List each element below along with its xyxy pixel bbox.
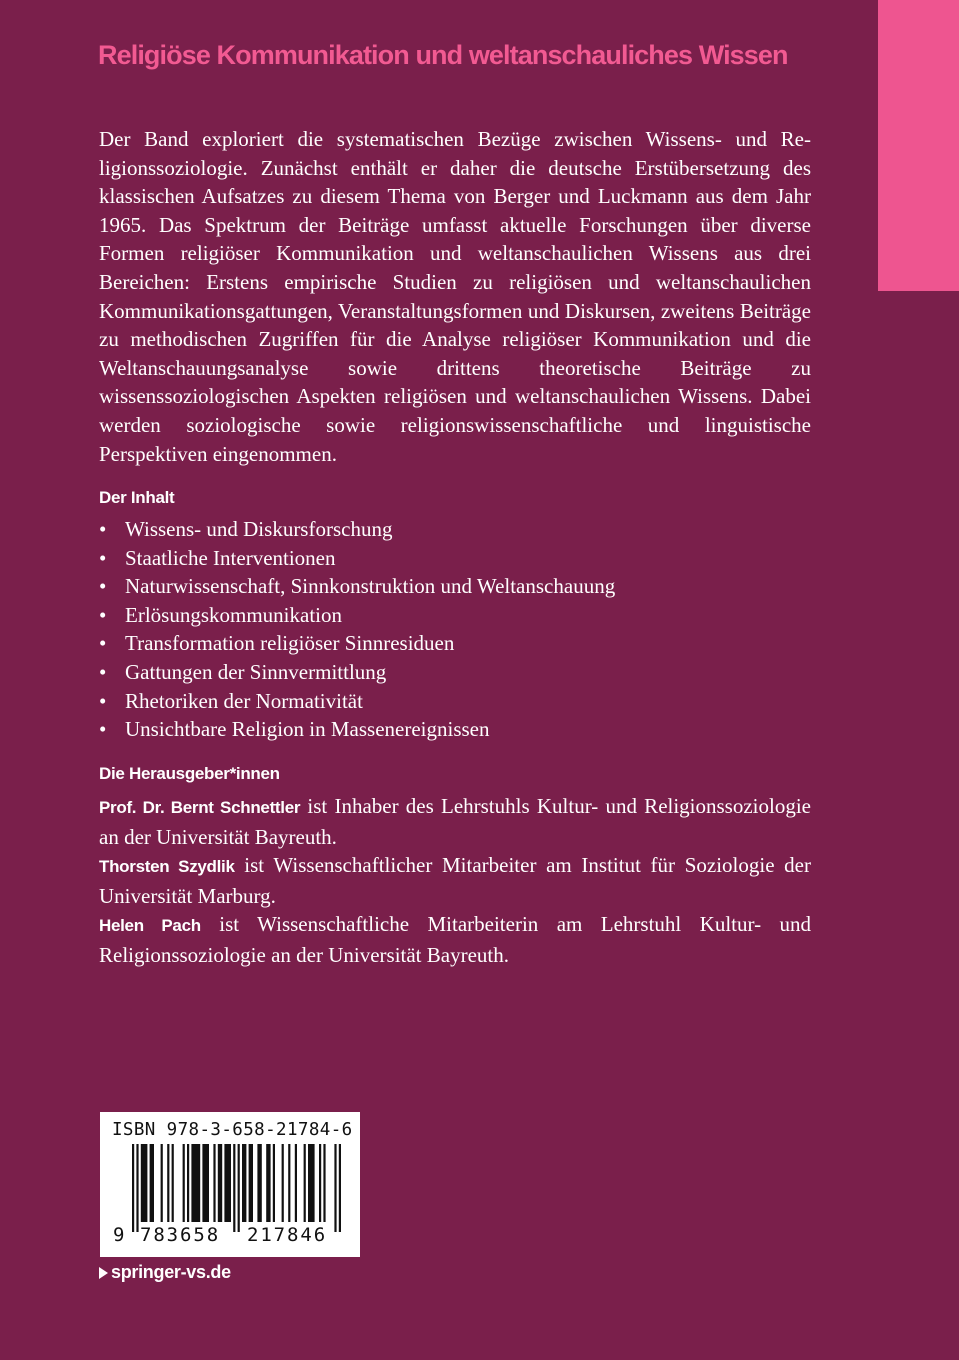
list-item	[99, 715, 811, 744]
pink-accent-tab	[878, 0, 959, 291]
bullet-icon: •	[99, 631, 107, 656]
list-item	[99, 572, 811, 601]
bullet-icon: •	[99, 574, 107, 599]
contents-list	[99, 515, 811, 744]
barcode-bar	[288, 1144, 290, 1222]
barcode-bar	[191, 1144, 200, 1222]
editors-heading: Die Herausgeber*innen	[99, 764, 280, 783]
barcode-bar	[187, 1144, 189, 1222]
barcode-bar	[136, 1144, 138, 1232]
barcode-bar	[233, 1144, 235, 1232]
barcode-digits-right: 217846	[247, 1224, 328, 1246]
editor-entry	[99, 792, 811, 851]
publisher-url: springer-vs.de	[111, 1262, 231, 1282]
list-item	[99, 687, 811, 716]
list-item	[99, 601, 811, 630]
barcode-bar	[266, 1144, 270, 1222]
bullet-icon: •	[99, 717, 107, 742]
editor-bio: ist Wissenschaftliche Mitarbeiterin am Lehrstuhl Kultur- und Religionssoziologie an der Universität Bayreuth.	[99, 912, 811, 967]
barcode-box	[100, 1112, 360, 1257]
editor-entry	[99, 910, 811, 969]
barcode-bar	[213, 1144, 215, 1222]
barcode-bar	[323, 1144, 325, 1222]
barcode-bar	[257, 1144, 261, 1222]
bullet-icon: •	[99, 688, 107, 713]
list-item-label: Unsichtbare Religion in Massenereignissen	[125, 717, 490, 742]
barcode-bar	[308, 1144, 315, 1222]
book-title: Religiöse Kommunikation und weltanschauliches Wissen	[98, 40, 788, 70]
list-item-label: Gattungen der Sinnvermittlung	[125, 659, 387, 684]
list-item-label: Erlösungskommunikation	[125, 602, 342, 627]
list-item-label: Rhetoriken der Normativität	[125, 688, 363, 713]
isbn-label: ISBN 978-3-658-21784-6	[112, 1120, 353, 1140]
list-item	[99, 658, 811, 687]
list-item-label: Naturwissenschaft, Sinnkonstruktion und Weltanschauung	[125, 574, 616, 599]
barcode-bar	[150, 1144, 154, 1222]
barcode-bar	[339, 1144, 341, 1232]
list-item	[99, 515, 811, 544]
barcode-bar	[161, 1144, 163, 1222]
barcode-bar	[202, 1144, 209, 1222]
editor-bio: ist Wissenschaftlicher Mitarbeiter am Institut für Soziologie der Universität Marburg.	[99, 853, 811, 908]
barcode-bar	[141, 1144, 148, 1222]
bullet-icon: •	[99, 545, 107, 570]
bullet-icon: •	[99, 659, 107, 684]
list-item-label: Wissens- und Diskursforschung	[125, 517, 393, 541]
barcode-bar	[172, 1144, 174, 1222]
list-item	[99, 544, 811, 573]
barcode-bar	[167, 1144, 169, 1222]
barcode-bar	[132, 1144, 134, 1232]
list-item	[99, 629, 811, 658]
barcode-bar	[183, 1144, 185, 1222]
editors-section	[99, 792, 811, 970]
contents-heading: Der Inhalt	[99, 488, 175, 507]
bullet-icon: •	[99, 517, 107, 541]
barcode-digits-left: 783658	[140, 1224, 221, 1246]
barcode-bar	[273, 1144, 275, 1222]
barcode-bar	[242, 1144, 246, 1222]
barcode-bar	[218, 1144, 222, 1222]
publisher-link[interactable]	[99, 1262, 231, 1283]
barcode-digit-first: 9	[113, 1224, 125, 1246]
bullet-icon: •	[99, 602, 107, 627]
barcode-bar	[282, 1144, 284, 1222]
editor-bio: ist Inhaber des Lehrstuhls Kultur- und Religionssoziologie an der Universität Bayreuth.	[99, 794, 812, 849]
editor-name: Helen Pach	[99, 916, 201, 936]
editor-name: Thorsten Szydlik	[99, 857, 235, 877]
barcode-bar	[334, 1144, 336, 1232]
editor-name: Prof. Dr. Bernt Schnettler	[99, 798, 301, 817]
editor-entry	[99, 851, 811, 910]
barcode-bar	[304, 1144, 306, 1222]
arrow-right-icon	[99, 1267, 108, 1279]
barcode-bar	[319, 1144, 321, 1222]
book-description: Der Band exploriert die systematischen Bezüge zwischen Wissens- und Religionssoziologie. Zunächst enthält er daher die deutsche Erstübersetzung des klassischen Aufsatzes zu diesem Thema von Berger und Luckmann aus dem Jahr 1965. Das Spektrum der Beiträge umfasst aktuelle Forschungen über diverse Formen religiöser Kommunikation und weltanschaulichen Wissens aus drei Bereichen: Erstens empirische Studien zu religiösen und weltanschaulichen Kommunikationsgattungen, Veranstaltungsformen und Diskursen, zweitens Beiträge zu methodischen Zugriffen für die Analyse religiöser Kommunikation und die Weltanschauungsanalyse sowie drittens theoretische Beiträge zu wissenssoziologischen Aspekten religiösen und weltanschaulichen Wissens. Dabei werden soziologische sowie religionswissenschaftliche und linguistische Perspektiven eingenommen.	[99, 127, 811, 466]
list-item-label: Transformation religiöser Sinnresiduen	[125, 631, 455, 656]
barcode-bar	[295, 1144, 297, 1222]
barcode-bar	[238, 1144, 240, 1232]
barcode-bar	[224, 1144, 231, 1222]
barcode-bar	[249, 1144, 253, 1222]
list-item-label: Staatliche Interventionen	[125, 545, 336, 570]
